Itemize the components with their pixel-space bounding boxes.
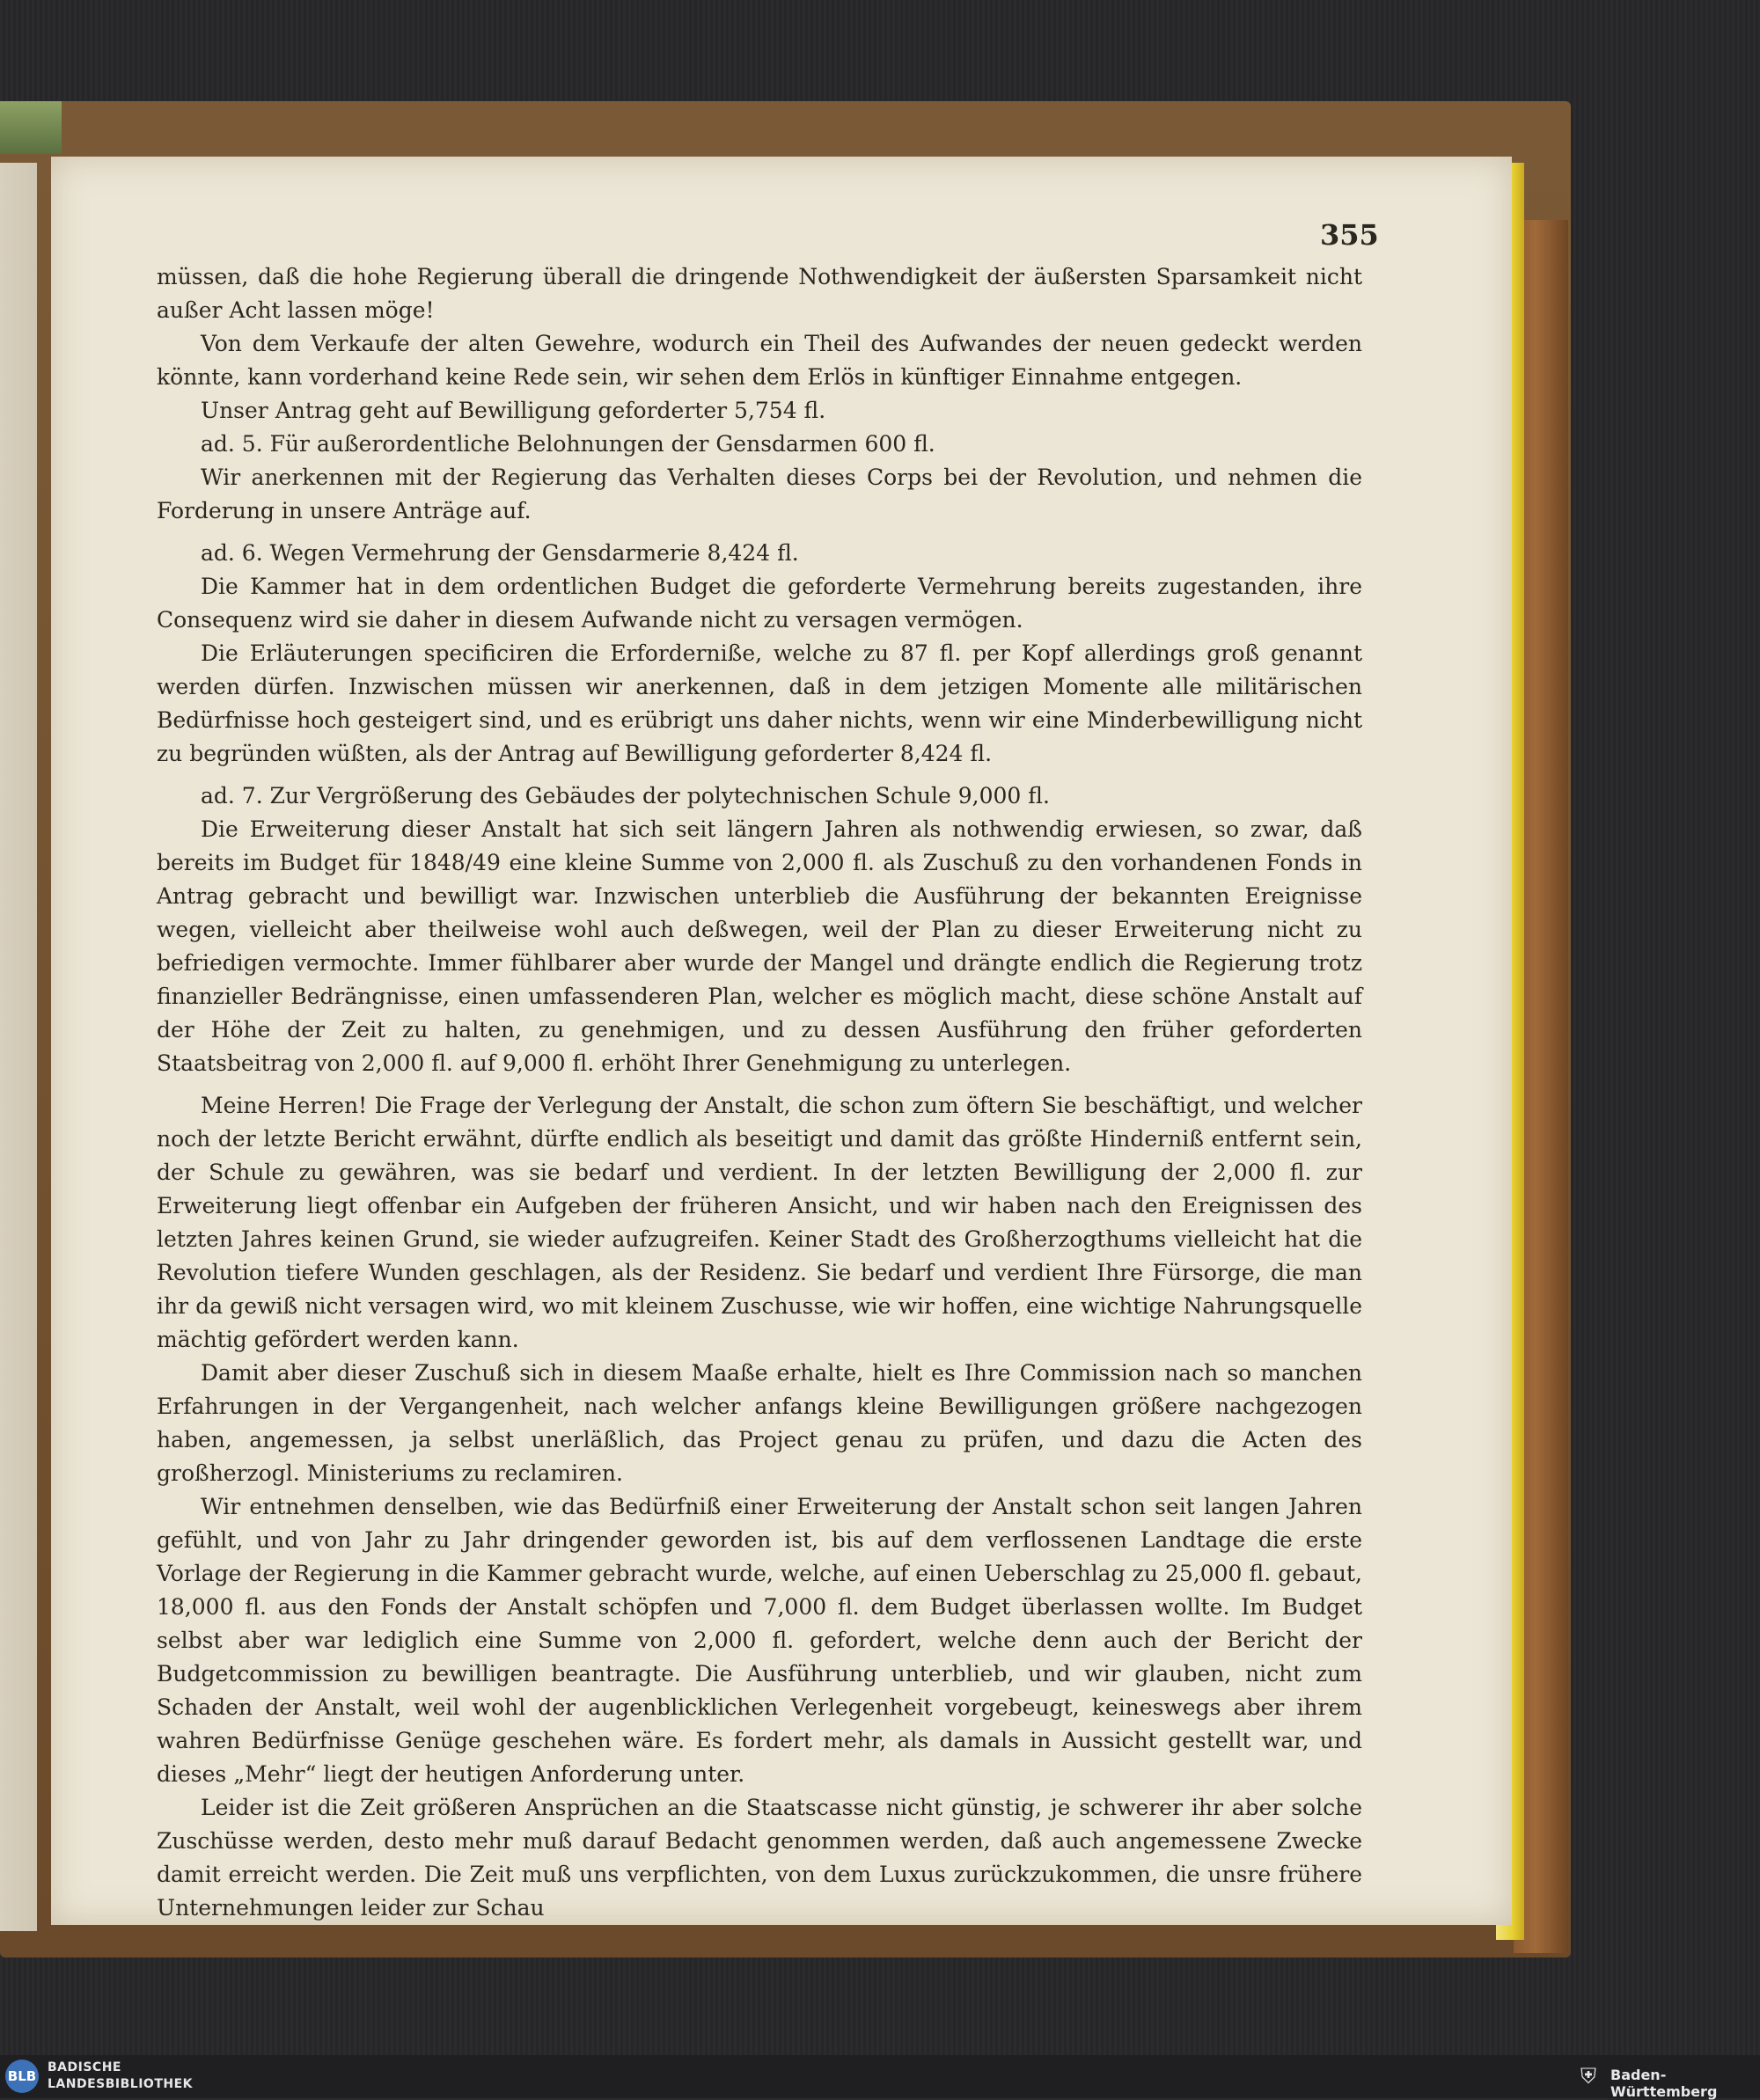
- paragraph: ad. 5. Für außerordentliche Belohnungen der Gensdarmen 600 fl.: [201, 431, 935, 457]
- paragraph: müssen, daß die hohe Regierung überall die dringende Nothwendigkeit der äußersten Sparsamkeit nicht außer Acht lassen möge!: [157, 264, 1362, 323]
- paragraph: Die Kammer hat in dem ordentlichen Budget die geforderte Vermehrung bereits zugestanden, ihre Consequenz wird sie daher in diesem Aufwande nicht zu versagen vermögen.: [157, 574, 1362, 633]
- blb-logo-icon[interactable]: BLB: [5, 2060, 39, 2093]
- paragraph: Leider ist die Zeit größeren Ansprüchen an die Staatscasse nicht günstig, je schwerer ihr aber solche Zuschüsse werden, desto mehr muß darauf Bedacht genommen werden, daß auch angemessene Zwecke damit erreicht werden. Die Zeit muß uns verpflichten, von dem Luxus zurückzukommen, die unsre frühere Unternehmungen leider zur Schau: [157, 1795, 1362, 1921]
- book-spine: [0, 101, 62, 154]
- library-name-line1: BADISCHE: [48, 2060, 121, 2074]
- library-name-line2: LANDESBIBLIOTHEK: [48, 2077, 194, 2091]
- paragraph: Wir entnehmen denselben, wie das Bedürfniß einer Erweiterung der Anstalt schon seit langen Jahren gefühlt, und von Jahr zu Jahr dringender geworden ist, bis auf dem verflossenen Landtage die erste Vorlage der Regierung in die Kammer gebracht wurde, welche, auf einen Ueberschlag zu 25,000 fl. gebaut, 18,000 fl. aus den Fonds der Anstalt schöpfen und 7,000 fl. dem Budget überlassen wollte. Im Budget selbst aber war lediglich eine Summe von 2,000 fl. gefordert, welche denn auch der Bericht der Budgetcommission zu bewilligen beantragte. Die Ausführung unterblieb, und wir glauben, nicht zum Schaden der Anstalt, weil wohl der augenblicklichen Verlegenheit vorgebeugt, keineswegs aber ihrem wahren Bedürfnisse Genüge geschehen wäre. Es fordert mehr, als damals in Aussicht gestellt war, und dieses „Mehr“ liegt der heutigen Anforderung unter.: [157, 1494, 1362, 1787]
- facing-page-edge: [0, 163, 37, 1931]
- page-number: 355: [1320, 218, 1379, 252]
- library-name[interactable]: [48, 2060, 193, 2093]
- page-text: [157, 260, 1362, 1925]
- paragraph: Von dem Verkaufe der alten Gewehre, wodurch ein Theil des Aufwandes der neuen gedeckt werden könnte, kann vorderhand keine Rede sein, wir sehen dem Erlös in künftiger Einnahme entgegen.: [157, 331, 1362, 390]
- state-coat-of-arms-icon[interactable]: ⛨: [1580, 2064, 1596, 2089]
- paragraph: Die Erläuterungen specificiren die Erforderniße, welche zu 87 fl. per Kopf allerdings groß genannt werden dürfen. Inzwischen müssen wir anerkennen, daß in dem jetzigen Momente alle militärischen Bedürfnisse hoch gesteigert sind, und es erübrigt uns daher nichts, wenn wir eine Minderbewilligung nicht zu begründen wüßten, als der Antrag auf Bewilligung geforderter 8,424 fl.: [157, 640, 1362, 766]
- viewer-footer: [0, 2055, 1760, 2098]
- section-heading: ad. 6. Wegen Vermehrung der Gensdarmerie 8,424 fl.: [201, 540, 799, 566]
- state-label[interactable]: Baden-Württemberg: [1610, 2067, 1718, 2100]
- section-heading: ad. 7. Zur Vergrößerung des Gebäudes der polytechnischen Schule 9,000 fl.: [201, 783, 1050, 809]
- paragraph: Wir anerkennen mit der Regierung das Verhalten dieses Corps bei der Revolution, und nehmen die Forderung in unsere Anträge auf.: [157, 465, 1362, 523]
- paragraph: Meine Herren! Die Frage der Verlegung der Anstalt, die schon zum öftern Sie beschäftigt, und welcher noch der letzte Bericht erwähnt, dürfte endlich als beseitigt und damit das größte Hinderniß entfernt sein, der Schule zu gewähren, was sie bedarf und verdient. In der letzten Bewilligung der 2,000 fl. zur Erweiterung liegt offenbar ein Aufgeben der früheren Ansicht, und wir haben nach den Ereignissen des letzten Jahres keinen Grund, sie wieder aufzugreifen. Keiner Stadt des Großherzogthums vielleicht hat die Revolution tiefere Wunden geschlagen, als der Residenz. Sie bedarf und verdient Ihre Fürsorge, die man ihr da gewiß nicht versagen wird, wo mit kleinem Zuschusse, wie wir hoffen, eine wichtige Nahrungsquelle mächtig gefördert werden kann.: [157, 1093, 1362, 1352]
- paragraph: Die Erweiterung dieser Anstalt hat sich seit längern Jahren als nothwendig erwiesen, so zwar, daß bereits im Budget für 1848/49 eine kleine Summe von 2,000 fl. als Zuschuß zu den vorhandenen Fonds in Antrag gebracht und bewilligt war. Inzwischen unterblieb die Ausführung der bekannten Ereignisse wegen, vielleicht aber theilweise wohl auch deßwegen, weil der Plan zu dieser Erweiterung nicht zu befriedigen vermochte. Immer fühlbarer aber wurde der Mangel und drängte endlich die Regierung trotz finanzieller Bedrängnisse, einen umfassenderen Plan, welcher es möglich macht, diese schöne Anstalt auf der Höhe der Zeit zu halten, zu genehmigen, und zu dessen Ausführung den früher geforderten Staatsbeitrag von 2,000 fl. auf 9,000 fl. erhöht Ihrer Genehmigung zu unterlegen.: [157, 816, 1362, 1076]
- paragraph: Damit aber dieser Zuschuß sich in diesem Maaße erhalte, hielt es Ihre Commission nach so manchen Erfahrungen in der Vergangenheit, nach welcher anfangs kleine Bewilligungen größere nachgezogen haben, angemessen, ja selbst unerläßlich, das Project genau zu prüfen, und dazu die Acten des großherzogl. Ministeriums zu reclamiren.: [157, 1360, 1362, 1486]
- paragraph: Unser Antrag geht auf Bewilligung geforderter 5,754 fl.: [201, 398, 826, 423]
